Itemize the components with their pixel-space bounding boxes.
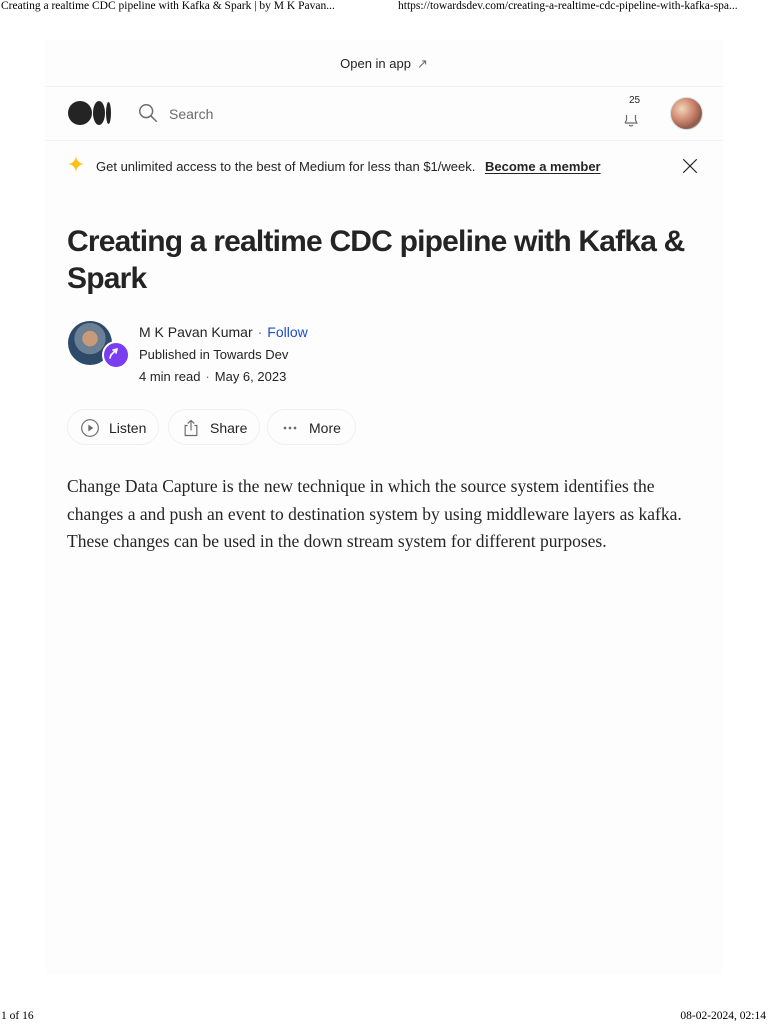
open-in-app-link[interactable] <box>45 56 723 72</box>
follow-button[interactable]: Follow <box>267 324 308 340</box>
author-line <box>139 324 308 340</box>
close-icon[interactable] <box>681 157 699 175</box>
listen-button[interactable] <box>67 409 159 445</box>
print-page-number: 1 of 16 <box>1 1010 34 1022</box>
become-member-link[interactable]: Become a member <box>485 159 601 174</box>
listen-label: Listen <box>109 420 147 436</box>
share-icon <box>181 418 201 438</box>
more-label: More <box>309 420 341 436</box>
more-dots-icon <box>280 418 300 438</box>
publication-line <box>139 347 288 362</box>
author-name[interactable]: M K Pavan Kumar <box>139 324 253 340</box>
article-meta <box>139 369 286 384</box>
article-title: Creating a realtime CDC pipeline with Kafka & Spark <box>67 225 685 295</box>
publication-name[interactable]: Towards Dev <box>213 347 289 362</box>
print-timestamp: 08-02-2024, 02:14 <box>680 1010 766 1022</box>
separator-dot: · <box>257 324 263 340</box>
article-actions <box>67 409 367 447</box>
separator-dot: · <box>205 369 210 384</box>
banner-text: Get unlimited access to the best of Medium for less than $1/week. <box>96 159 476 174</box>
share-button[interactable] <box>168 409 260 445</box>
medium-logo-icon[interactable] <box>68 100 112 126</box>
user-avatar[interactable] <box>670 97 703 130</box>
print-page-title: Creating a realtime CDC pipeline with Kafka & Spark | by M K Pavan... <box>1 0 335 12</box>
publication-badge-icon <box>104 343 124 363</box>
article-body-paragraph: Change Data Capture is the new technique in which the source system identifies the changes a and push an event to destination system by using middleware layers as kafka. These changes can be used in the down stream system for different purposes. <box>67 476 682 551</box>
external-arrow-icon: ↗ <box>416 56 428 71</box>
published-in-label: Published in <box>139 347 210 362</box>
print-header <box>0 0 768 16</box>
print-page-url: https://towardsdev.com/creating-a-realtime-cdc-pipeline-with-kafka-spa... <box>398 0 738 12</box>
read-time: 4 min read <box>139 369 201 384</box>
publish-date: May 6, 2023 <box>214 369 287 384</box>
search-icon[interactable] <box>137 102 159 124</box>
page-content <box>45 40 723 975</box>
notification-count: 25 <box>629 95 641 106</box>
play-icon <box>80 418 100 438</box>
top-navbar <box>45 87 723 139</box>
sparkle-icon <box>67 155 85 173</box>
more-button[interactable] <box>267 409 356 445</box>
search-input[interactable] <box>167 101 371 127</box>
open-in-app-label: Open in app <box>340 56 411 71</box>
print-footer <box>0 1010 768 1024</box>
membership-banner <box>45 141 723 191</box>
publication-logo[interactable] <box>102 341 130 369</box>
share-label: Share <box>210 420 248 436</box>
